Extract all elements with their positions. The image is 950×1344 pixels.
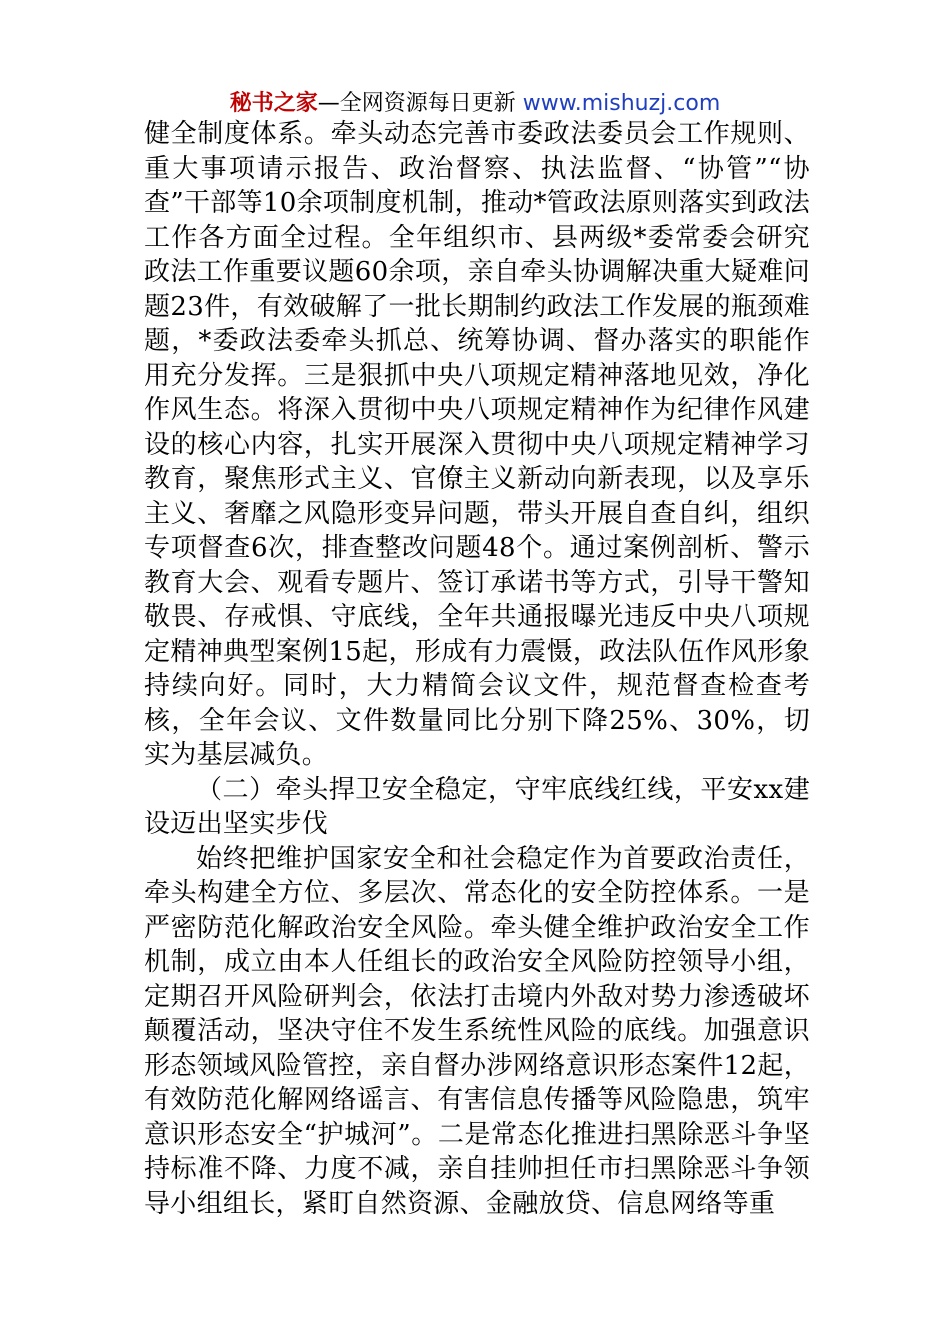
section-heading: （二）牵头捍卫安全稳定，守牢底线红线，平安xx建设迈出坚实步伐 [144, 774, 810, 839]
body-paragraph: 健全制度体系。牵头动态完善市委政法委员会工作规则、重大事项请示报告、政治督察、执法监督、“协管”“协查”干部等10余项制度机制，推动*管政法原则落实到政法工作各方面全过程。全年组织市、县两级*委常委会研究政法工作重要议题60余项，亲自牵头协调解决重大疑难问题23件，有效破解了一批长期制约政法工作发展的瓶颈难题，*委政法委牵头抓总、统筹协调、督办落实的职能作用充分发挥。三是狠抓中央八项规定精神落地见效，净化作风生态。将深入贯彻中央八项规定精神作为纪律作风建设的核心内容，扎实开展深入贯彻中央八项规定精神学习教育，聚焦形式主义、官僚主义新动向新表现，以及享乐主义、奢靡之风隐形变异问题，带头开展自查自纠，组织专项督查6次，排查整改问题48个。通过案例剖析、警示教育大会、观看专题片、签订承诺书等方式，引导干警知敬畏、存戒惧、守底线，全年共通报曝光违反中央八项规定精神典型案例15起，形成有力震慑，政法队伍作风形象持续向好。同时，大力精简会议文件，规范督查检查考核，全年会议、文件数量同比分别下降25%、30%，切实为基层减负。 [144, 119, 810, 770]
site-header [0, 88, 950, 120]
document-body [144, 117, 810, 1221]
site-tagline: —全网资源每日更新 [317, 91, 516, 116]
site-brand: 秘书之家 [229, 91, 318, 116]
body-paragraph: 始终把维护国家安全和社会稳定作为首要政治责任，牵头构建全方位、多层次、常态化的安全防控体系。一是严密防范化解政治安全风险。牵头健全维护政治安全工作机制，成立由本人任组长的政治安全风险防控领导小组，定期召开风险研判会，依法打击境内外敌对势力渗透破坏颠覆活动，坚决守住不发生系统性风险的底线。加强意识形态领域风险管控，亲自督办涉网络意识形态案件12起，有效防范化解网络谣言、有害信息传播等风险隐患，筑牢意识形态安全“护城河”。二是常态化推进扫黑除恶斗争坚持标准不降、力度不减，亲自挂帅担任市扫黑除恶斗争领导小组组长，紧盯自然资源、金融放贷、信息网络等重 [144, 843, 810, 1219]
site-url-link[interactable]: www.mishuzj.com [522, 91, 721, 116]
